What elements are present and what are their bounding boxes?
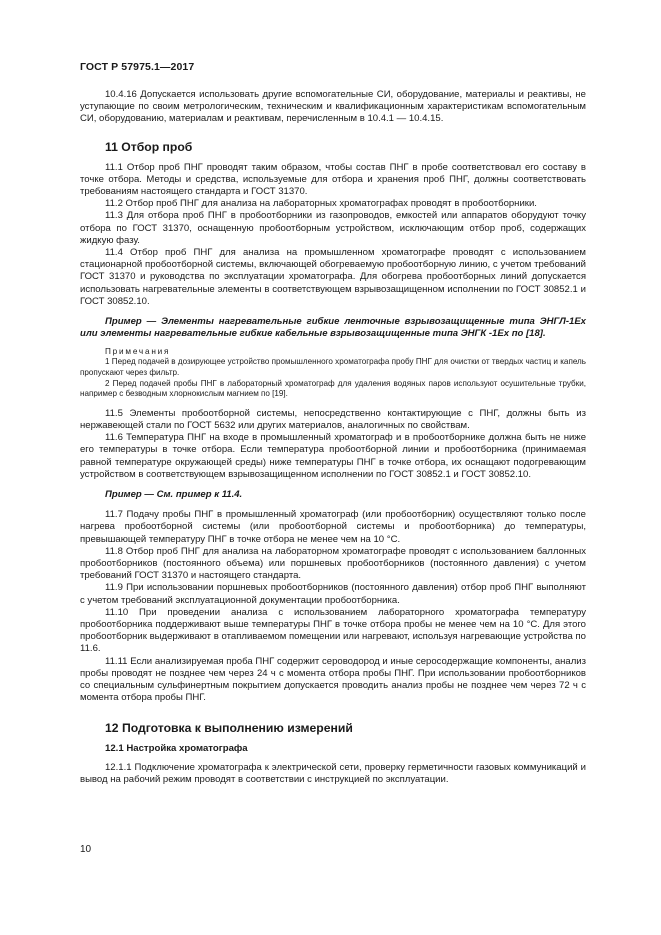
note-1: 1 Перед подачей в дозирующее устройство промышленного хроматографа пробу ПНГ для очистки от твердых частиц и капель пропускают через фильтр. bbox=[80, 357, 586, 378]
paragraph-11-1: 11.1 Отбор проб ПНГ проводят таким образом, чтобы состав ПНГ в пробе соответствовал его составу в точке отбора. Методы и средства, используемые для отбора и хранения проб ПНГ, должны соответствовать требованиям настоящего стандарта и ГОСТ 31370. bbox=[80, 161, 586, 198]
paragraph-12-1-1: 12.1.1 Подключение хроматографа к электрической сети, проверку герметичности газовых коммуникаций и вывод на рабочий режим проводят в соответствии с инструкцией по эксплуатации. bbox=[80, 761, 586, 785]
example-11-6: Пример — См. пример к 11.4. bbox=[105, 489, 243, 501]
paragraph-11-8: 11.8 Отбор проб ПНГ для анализа на лабораторном хроматографе проводят с использованием баллонных пробоотборников (постоянного объема) или поршневых пробоотборников (постоянного давления) с учетом требований ГОСТ 31370 и настоящего стандарта. bbox=[80, 545, 586, 582]
paragraph-11-3: 11.3 Для отбора проб ПНГ в пробоотборники из газопроводов, емкостей или аппаратов оборудуют точку отбора по ГОСТ 31370, оснащенную пробоотборным устройством, исключающим отбор проб, содержащих жидкую фазу. bbox=[80, 210, 586, 246]
notes-title: Примечания bbox=[105, 347, 171, 357]
note-2: 2 Перед подачей пробы ПНГ в лабораторный хроматограф для удаления водяных паров используют осушительные трубки, например с безводным хлорнокислым магнием по [19]. bbox=[80, 378, 586, 399]
paragraph-11-10: 11.10 При проведении анализа с использованием лабораторного хроматографа температуру пробоотборника поддерживают выше температуры ПНГ в точке отбора пробы не менее чем на 10 °С. Для этого пробоотборник выдерживают в отапливаемом помещении или нагревают, используя нагревающие устройства по 11.6. bbox=[80, 606, 586, 655]
page-number: 10 bbox=[80, 844, 92, 855]
document-header: ГОСТ Р 57975.1—2017 bbox=[80, 61, 195, 73]
subsection-heading-12-1: 12.1 Настройка хроматографа bbox=[105, 742, 248, 754]
paragraph-11-5: 11.5 Элементы пробоотборной системы, непосредственно контактирующие с ПНГ, должны быть из нержавеющей стали по ГОСТ 5632 или других материалов, аналогичных по свойствам. bbox=[80, 407, 586, 432]
section-heading-11: 11 Отбор проб bbox=[105, 139, 193, 154]
paragraph-11-4: 11.4 Отбор проб ПНГ для анализа на промышленном хроматографе проводят с использованием стационарной пробоотборной системы, включающей обогреваемую пробоотборную линию, с учетом требований ГОСТ 31370 и руководства по эксплуатации хроматографа. Для обогрева пробоотборных линий допускается использовать нагревательные элементы в соответствующем взрывозащищенном исполнении по ГОСТ 30852.1 и ГОСТ 30852.10. bbox=[80, 247, 586, 307]
paragraph-11-7: 11.7 Подачу пробы ПНГ в промышленный хроматограф (или пробоотборник) осуществляют только после нагрева пробоотборной системы (или пробоотборной системы и пробоотборника) до температуры, превышающей температуру ПНГ в точке отбора не менее чем на 10 °С. bbox=[80, 509, 586, 545]
paragraph-10-4-16: 10.4.16 Допускается использовать другие вспомогательные СИ, оборудование, материалы и реактивы, не уступающие по своим метрологическим, техническим и квалификационным характеристикам вспомогательным СИ, оборудованию, материалам и реактивам, перечисленным в 10.4.1 — 10.4.15. bbox=[80, 89, 586, 125]
paragraph-11-2: 11.2 Отбор проб ПНГ для анализа на лабораторных хроматографах проводят в пробоотборники. bbox=[105, 198, 537, 210]
document-body bbox=[80, 89, 586, 786]
paragraph-11-9: 11.9 При использовании поршневых пробоотборников (постоянного давления) отбор проб ПНГ выполняют с учетом требований эксплуатационной документации пробоотборника. bbox=[80, 582, 586, 606]
paragraph-11-6: 11.6 Температура ПНГ на входе в промышленный хроматограф и в пробоотборнике должна быть не ниже его температуры в точке отбора. Если температура пробоотборной линии и пробоотборника (принимаемая равной температуре окружающей среды) ниже температуры ПНГ в точке отбора, их оснащают подогревающим устройством в соответствующем взрывозащищенном исполнении по ГОСТ 30852.1 и ГОСТ 30852.10. bbox=[80, 432, 586, 480]
paragraph-11-11: 11.11 Если анализируемая проба ПНГ содержит сероводород и иные серосодержащие компоненты, анализ пробы проводят не позднее чем через 24 ч с момента отбора пробы ПНГ. При использовании пробоотборников со специальным сульфинертным покрытием допускается проводить анализ пробы не позднее чем через 72 ч с момента отбора пробы ПНГ. bbox=[80, 655, 586, 704]
example-11-4: Пример — Элементы нагревательные гибкие ленточные взрывозащищенные типа ЭНГЛ-1Ех или элементы нагревательные гибкие кабельные взрывозащищенные типа ЭНГК -1Ех по [18]. bbox=[80, 316, 586, 340]
section-heading-12: 12 Подготовка к выполнению измерений bbox=[105, 720, 353, 735]
